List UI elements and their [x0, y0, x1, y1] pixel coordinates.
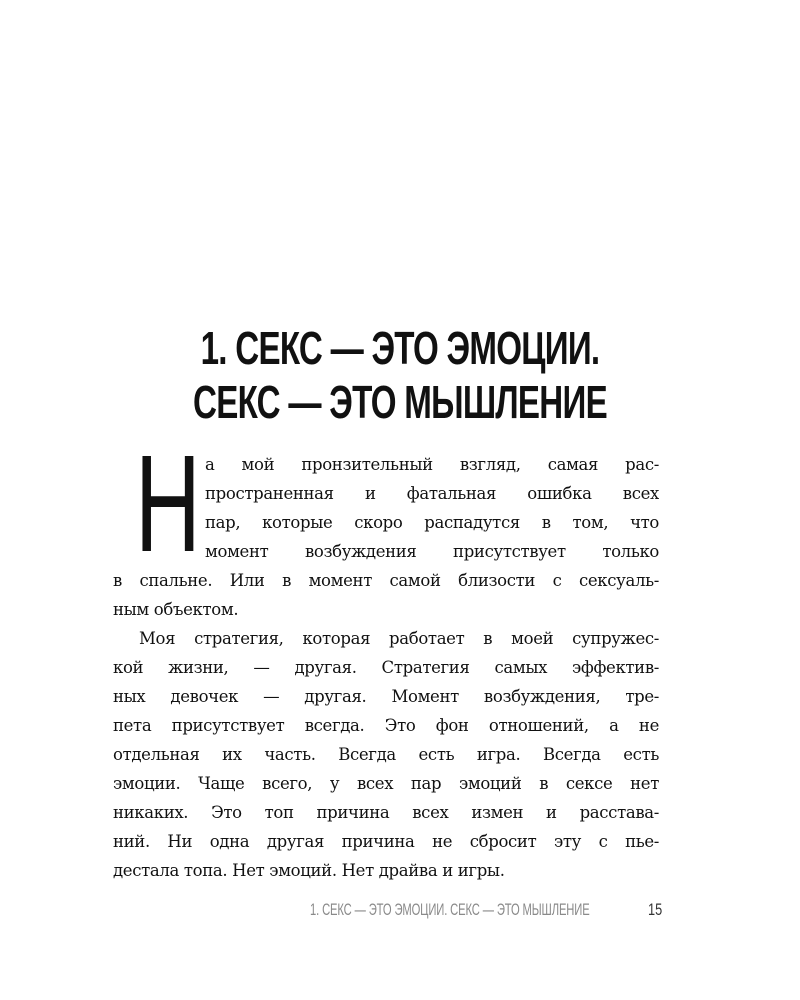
text-line: дестала топа. Нет эмоций. Нет драйва и игры. — [113, 861, 505, 880]
text-line: эмоции. Чаще всего, у всех пар эмоций в сексе нет — [113, 774, 659, 793]
chapter-title — [112, 321, 688, 429]
text-line: никаких. Это топ причина всех измен и расстава- — [113, 803, 659, 822]
chapter-title-line-2: СЕКС — ЭТО МЫШЛЕНИЕ — [193, 375, 607, 428]
paragraph-2 — [113, 624, 659, 885]
text-line: ний. Ни одна другая причина не сбросит эту с пье- — [113, 832, 659, 851]
text-line: кой жизни, — другая. Стратегия самых эффектив- — [113, 658, 659, 677]
chapter-title-line-1: 1. СЕКС — ЭТО ЭМОЦИИ. — [200, 321, 600, 374]
drop-cap: Н — [135, 427, 201, 581]
page-number: 15 — [648, 900, 663, 919]
text-line: пространенная и фатальная ошибка всех — [205, 484, 659, 503]
text-line: отдельная их часть. Всегда есть игра. Всегда есть — [113, 745, 659, 764]
chapter-body — [113, 427, 659, 885]
text-line: Моя стратегия, которая работает в моей супружес- — [139, 629, 659, 648]
text-line: ным объектом. — [113, 600, 239, 619]
running-footer: 1. СЕКС — ЭТО ЭМОЦИИ. СЕКС — ЭТО МЫШЛЕНИЕ — [310, 900, 590, 919]
text-line: в спальне. Или в момент самой близости с сексуаль- — [113, 571, 659, 590]
paragraph-1 — [113, 427, 659, 624]
text-line: пета присутствует всегда. Это фон отношений, а не — [113, 716, 659, 735]
text-line: пар, которые скоро распадутся в том, что — [205, 513, 659, 532]
text-line: а мой пронзительный взгляд, самая рас- — [205, 455, 659, 474]
text-line: момент возбуждения присутствует только — [205, 542, 659, 561]
text-line: ных девочек — другая. Момент возбуждения, тре- — [113, 687, 659, 706]
